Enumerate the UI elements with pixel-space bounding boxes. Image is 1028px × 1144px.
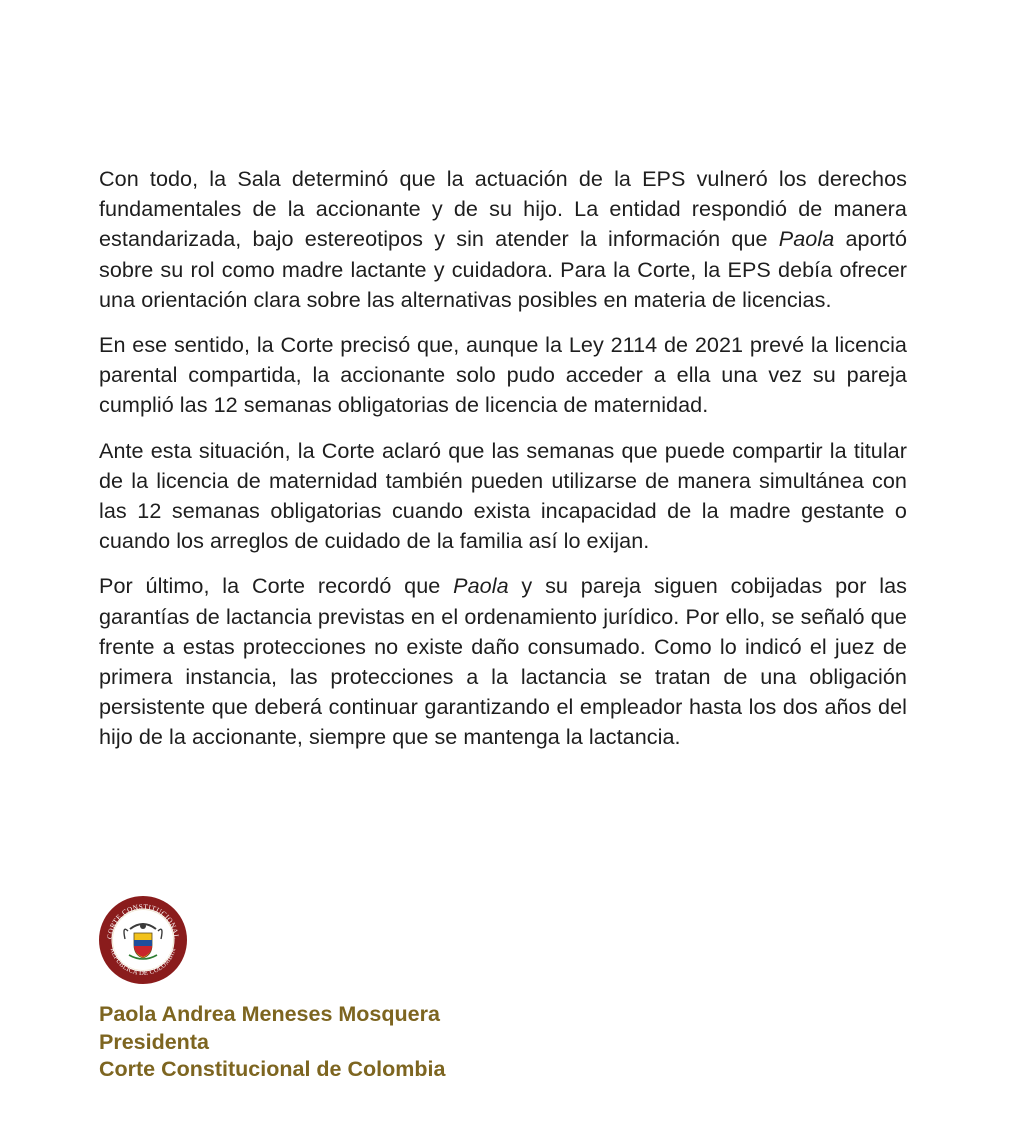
paragraph-4-text-a: Por último, la Corte recordó que — [99, 573, 454, 599]
paragraph-2-text: En ese sentido, la Corte precisó que, aunque la Ley 2114 de 2021 prevé la licencia parental compartida, la accionante solo pudo acceder a ella una vez su pareja cumplió las 12 semanas obligatorias de licencia de maternidad. — [99, 332, 907, 418]
paragraph-4 — [99, 571, 907, 752]
paragraph-1-text-a: Con todo, la Sala determinó que la actuación de la EPS vulneró los derechos fundamentales de la accionante y de su hijo. La entidad respondió de manera estandarizada, bajo estereotipos y sin atender la información que — [99, 166, 907, 252]
court-seal-icon — [98, 895, 188, 985]
document-body — [99, 164, 907, 753]
paragraph-1 — [99, 164, 907, 315]
paragraph-4-text-b: y su pareja siguen cobijadas por las garantías de lactancia previstas en el ordenamiento jurídico. Por ello, se señaló que frente a estas protecciones no existe daño consumado. Como lo indicó el juez de primera instancia, las protecciones a la lactancia se tratan de una obligación persistente que deberá continuar garantizando el empleador hasta los dos años del hijo de la accionante, siempre que se mantenga la lactancia. — [99, 573, 907, 750]
paragraph-1-text-b: aportó sobre su rol como madre lactante y cuidadora. Para la Corte, la EPS debía ofrecer una orientación clara sobre las alternativas posibles en materia de licencias. — [99, 226, 908, 312]
paragraph-3-text: Ante esta situación, la Corte aclaró que las semanas que puede compartir la titular de la licencia de maternidad también pueden utilizarse de manera simultánea con las 12 semanas obligatorias cuando exista incapacidad de la madre gestante o cuando los arreglos de cuidado de la familia así lo exijan. — [99, 437, 907, 554]
signatory-name: Paola Andrea Meneses Mosquera — [99, 1002, 440, 1026]
signature-block — [99, 1001, 445, 1084]
signatory-institution: Corte Constitucional de Colombia — [99, 1057, 446, 1081]
seal-bottom-text: REPÚBLICA DE COLOMBIA — [108, 947, 178, 978]
seal-top-text: CORTE CONSTITUCIONAL — [105, 902, 181, 940]
paragraph-3 — [99, 436, 907, 557]
paragraph-4-name-italic: Paola — [453, 573, 509, 599]
paragraph-1-name-italic: Paola — [778, 226, 835, 252]
paragraph-2 — [99, 330, 907, 421]
court-seal-logo — [98, 895, 188, 985]
signatory-title: Presidenta — [99, 1029, 209, 1054]
